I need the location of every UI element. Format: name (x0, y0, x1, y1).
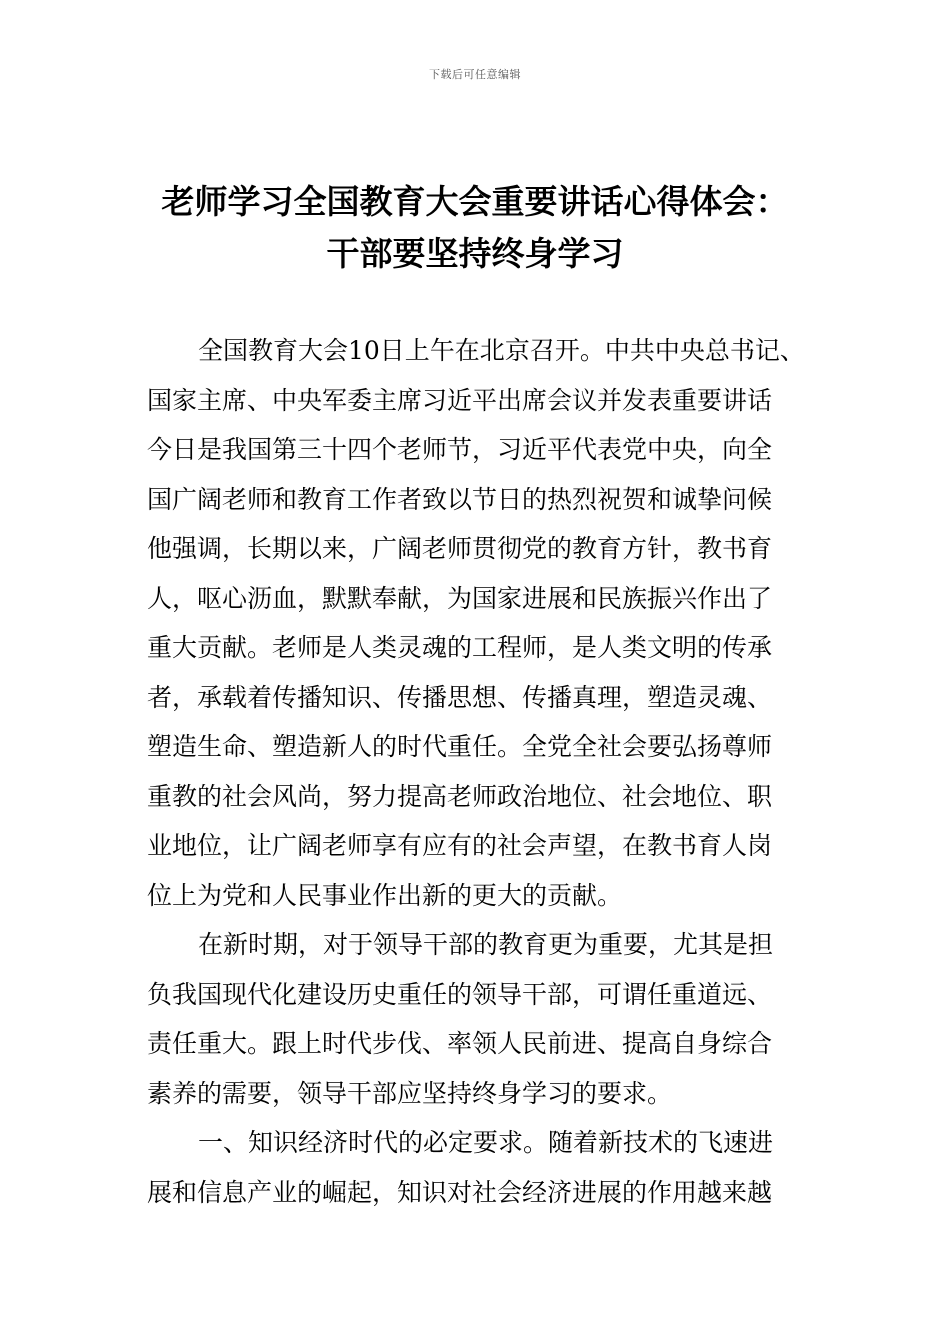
paragraph-1-line: 重教的社会风尚，努力提高老师政治地位、社会地位、职 (147, 781, 773, 811)
paragraph-1-line: 业地位，让广阔老师享有应有的社会声望，在教书育人岗 (147, 831, 773, 860)
paragraph-1-line: 人，呕心沥血，默默奉献，为国家进展和民族振兴作出了 (147, 583, 773, 613)
paragraph-2-line: 素养的需要，领导干部应坚持终身学习的要求。 (147, 1078, 673, 1108)
paragraph-1-line: 位上为党和人民事业作出新的更大的贡献。 (147, 880, 623, 910)
paragraph-1-line: 重大贡献。老师是人类灵魂的工程师，是人类文明的传承 (147, 633, 773, 662)
paragraph-3-line: 展和信息产业的崛起，知识对社会经济进展的作用越来越 (147, 1177, 773, 1207)
paragraph-2-line: 责任重大。跟上时代步伐、率领人民前进、提高自身综合 (147, 1029, 773, 1058)
title-line-2: 干部要坚持终身学习 (326, 234, 624, 273)
header-note: 下载后可任意编辑 (429, 68, 521, 81)
body-text (147, 326, 827, 1217)
paragraph-1-line: 今日是我国第三十四个老师节，习近平代表党中央，向全 (147, 435, 773, 464)
paragraph-1-line: 全国教育大会10日上午在北京召开。中共中央总书记、 (198, 336, 805, 365)
paragraph-1-line: 国家主席、中央军委主席习近平出席会议并发表重要讲话 (147, 385, 773, 415)
paragraph-2-line: 负我国现代化建设历史重任的领导干部，可谓任重道远、 (147, 979, 773, 1009)
document-title (100, 176, 850, 280)
paragraph-3-line: 一、知识经济时代的必定要求。随着新技术的飞速进 (198, 1128, 774, 1157)
paragraph-1-line: 他强调，长期以来，广阔老师贯彻党的教育方针，教书育 (147, 534, 773, 563)
paragraph-1-line: 塑造生命、塑造新人的时代重任。全党全社会要弘扬尊师 (147, 732, 773, 761)
paragraph-2-line: 在新时期，对于领导干部的教育更为重要，尤其是担 (198, 930, 774, 959)
title-line-1: 老师学习全国教育大会重要讲话心得体会： (161, 182, 789, 221)
paragraph-1-line: 者，承载着传播知识、传播思想、传播真理，塑造灵魂、 (147, 682, 773, 712)
paragraph-1-line: 国广阔老师和教育工作者致以节日的热烈祝贺和诚挚问候 (147, 484, 773, 514)
